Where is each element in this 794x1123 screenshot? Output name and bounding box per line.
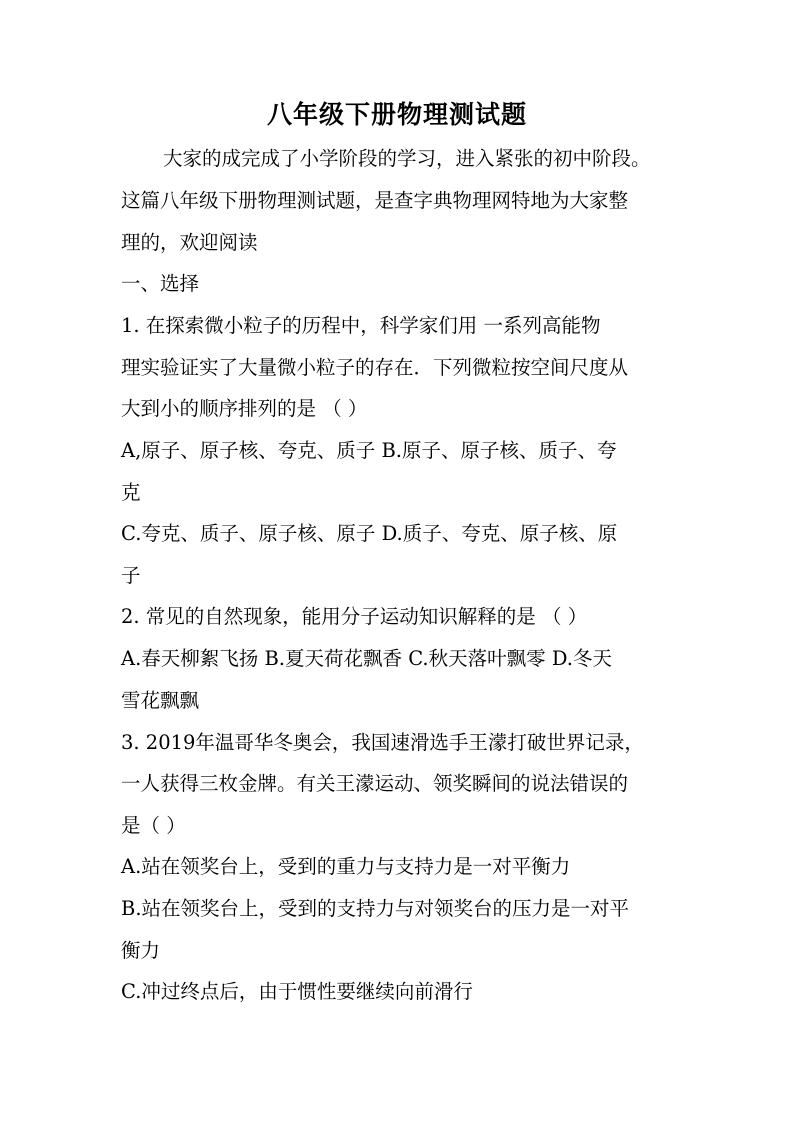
intro-line-2: 这篇八年级下册物理测试题，是查字典物理网特地为大家整 [121,189,629,212]
q1-options-line-4: 子 [121,564,141,587]
q1-line-3: 大到小的顺序排列的是 （ ） [121,397,368,420]
q3-option-b-line-1: B.站在领奖台上，受到的支持力与对领奖台的压力是一对平 [121,897,630,920]
q1-options-line-1: A,原子、原子核、夸克、质子 B.原子、原子核、质子、夸 [121,439,617,462]
q1-line-1: 1. 在探索微小粒子的历程中，科学家们用 一系列高能物 [121,314,601,337]
q2-options-line-1: A.春天柳絮飞扬 B.夏天荷花飘香 C.秋天落叶飘零 D.冬天 [121,647,612,670]
q3-line-1: 3. 2019年温哥华冬奥会，我国速滑选手王濛打破世界记录， [121,731,644,754]
section-heading: 一、选择 [121,272,200,295]
q3-option-c: C.冲过终点后，由于惯性要继续向前滑行 [121,980,473,1003]
intro-line-3: 理的，欢迎阅读 [121,231,258,254]
q2-options-line-2: 雪花飘飘 [121,689,200,712]
q2-line-1: 2. 常见的自然现象，能用分子运动知识解释的是 （ ） [121,605,588,628]
q3-option-a: A.站在领奖台上，受到的重力与支持力是一对平衡力 [121,855,571,878]
q1-options-line-2: 克 [121,481,141,504]
q3-line-2: 一人获得三枚金牌。有关王濛运动、领奖瞬间的说法错误的 [121,772,629,795]
q1-line-2: 理实验证实了大量微小粒子的存在．下列微粒按空间尺度从 [121,356,629,379]
document-title: 八年级下册物理测试题 [266,100,527,129]
q3-line-3: 是（ ） [121,814,186,837]
intro-line-1: 大家的成完成了小学阶段的学习，进入紧张的初中阶段。 [163,147,651,170]
q1-options-line-3: C.夸克、质子、原子核、原子 D.质子、夸克、原子核、原 [121,522,618,545]
q3-option-b-line-2: 衡力 [121,939,161,962]
